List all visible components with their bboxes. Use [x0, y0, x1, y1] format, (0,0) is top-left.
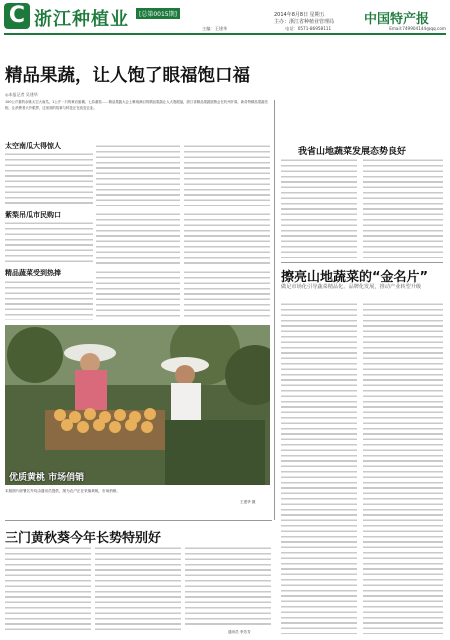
newspaper-name: 中国特产报	[364, 12, 430, 27]
contact-line	[202, 26, 446, 32]
masthead-rule	[4, 33, 446, 35]
text-column	[281, 158, 357, 258]
right-article-title: 我省山地蔬菜发展态势良好	[298, 147, 407, 157]
right-divider	[281, 262, 443, 263]
text-column	[184, 144, 270, 206]
column-divider	[274, 100, 275, 520]
subhead-vegetables: 精品蔬菜受到热捧	[5, 268, 61, 277]
harvest-photo	[5, 325, 270, 485]
organizer: 主办：浙江省种植业管理局	[274, 19, 335, 25]
harvest-photo-art	[5, 325, 270, 485]
photographer: 王建华 摄	[240, 500, 256, 504]
section-letter: C	[8, 3, 26, 28]
bottom-divider	[5, 520, 272, 521]
text-column	[5, 152, 93, 206]
phone: 电话：0571-86958111	[285, 26, 332, 31]
text-column	[281, 302, 357, 634]
subhead-space-pumpkin: 太空南瓜大得惊人	[5, 141, 61, 150]
text-column	[96, 270, 180, 320]
text-column	[5, 546, 91, 632]
main-headline: 精品果蔬，让人饱了眼福饱口福	[5, 66, 250, 86]
right-feature-title: 擦亮山地蔬菜的“金名片”	[281, 270, 429, 285]
email: Email:749904144@qq.com	[389, 26, 446, 31]
text-column	[96, 144, 180, 206]
photo-caption: 优质黄桃 市场俏销	[9, 473, 85, 483]
editor: 主编：王建华	[202, 26, 228, 31]
headline-lead: 100公斤重的余姚太空大南瓜，1公斤一只的黄岩蜜橘、七彩番茄……精品果蔬大会上琳琅满目的精品果蔬让人大饱眼福，浙江省精品果蔬展销会在杭州开幕，新奇特精品果蔬亮相，让消费者大开眼界，这里面的故事与科技正在改变农业。	[5, 100, 268, 110]
text-column	[363, 158, 443, 258]
photo-note: 本版图片除署名外均由通讯员提供，图为农户正在采摘黄桃，市场俏销。	[5, 489, 120, 493]
text-column	[96, 212, 180, 264]
right-feature-subtitle: 做足市场化引导蔬菜精品化、品牌化发展，推动产业转型升级	[281, 284, 422, 290]
text-column	[5, 280, 93, 320]
issue-number: [总第0015期]	[136, 8, 180, 19]
subhead-purple-pear: 紫梨吊瓜市民购口	[5, 210, 61, 219]
text-column	[95, 546, 181, 632]
bottom-article-title: 三门黄秋葵今年长势特别好	[5, 531, 162, 546]
text-column	[363, 302, 443, 634]
bottom-author: 通讯员 李芳芳	[228, 630, 251, 634]
masthead	[4, 3, 446, 33]
text-column	[185, 546, 271, 626]
text-column	[184, 212, 270, 264]
section-title: 浙江种植业	[34, 9, 129, 30]
issue-date: 2014年8月8日 星期五	[274, 12, 325, 18]
headline-byline: ◎本报记者 吴建华	[5, 92, 38, 97]
text-column	[184, 270, 270, 320]
text-column	[5, 221, 93, 263]
